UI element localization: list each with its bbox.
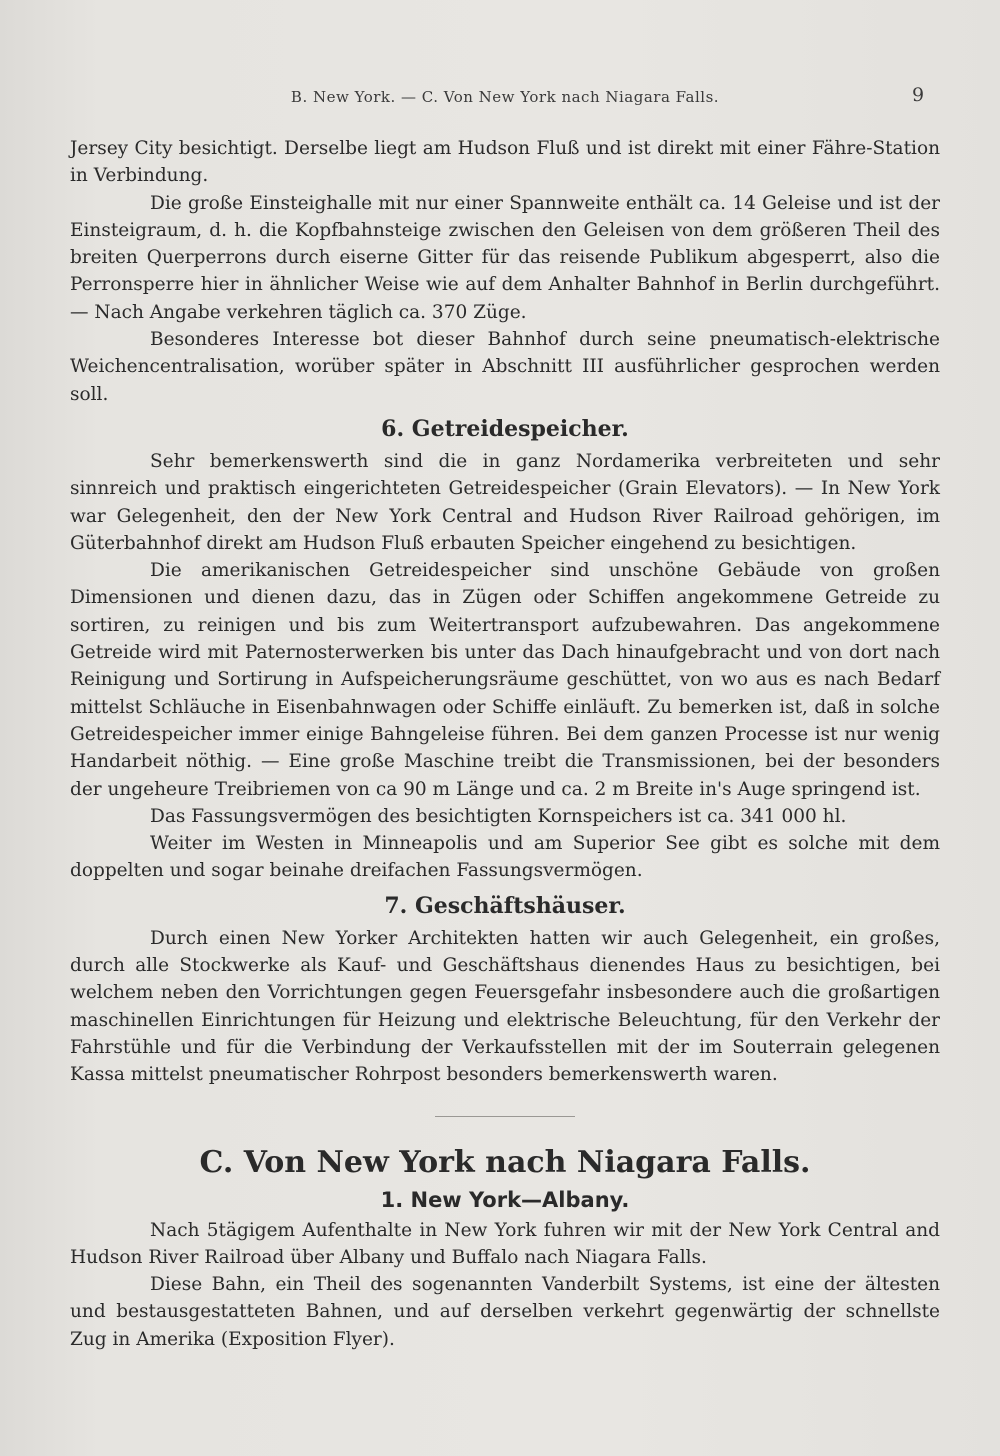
paragraph: Das Fassungsvermögen des besichtigten Kornspeichers ist ca. 341 000 hl. <box>150 805 847 827</box>
sub-heading: 1. New York—Albany. <box>380 1187 630 1212</box>
paragraph: Nach 5tägigem Aufenthalte in New York fuhren wir mit der New York Central and Hudson River Railroad über Albany und Buffalo nach Niagara Falls. <box>70 1219 940 1268</box>
chapter-heading: C. Von New York nach Niagara Falls. <box>199 1144 811 1180</box>
paragraph: Die große Einsteighalle mit nur einer Spannweite enthält ca. 14 Geleise und ist der Einsteigraum, d. h. die Kopfbahnsteige zwischen den Geleisen von dem größeren Theil des breiten Querperrons durch eiserne Gitter für das reisende Publikum abgesperrt, also die Perronsperre hier in ähnlicher Weise wie auf dem Anhalter Bahnhof in Berlin durchgeführt. — Nach Angabe verkehren täglich ca. 370 Züge. <box>70 192 940 323</box>
page-body <box>70 135 940 1353</box>
divider <box>435 1116 575 1117</box>
paragraph: Jersey City besichtigt. Derselbe liegt am Hudson Fluß und ist direkt mit einer Fähre-Station in Verbindung. <box>70 138 940 187</box>
section-heading: 7. Geschäftshäuser. <box>384 892 626 919</box>
paragraph: Besonderes Interesse bot dieser Bahnhof durch seine pneumatisch-elektrische Weichencentralisation, worüber später in Abschnitt III ausführlicher gesprochen werden soll. <box>70 329 940 405</box>
paragraph: Weiter im Westen in Minneapolis und am Superior See gibt es solche mit dem doppelten und sogar beinahe dreifachen Fassungsvermögen. <box>70 833 940 882</box>
page-number: 9 <box>912 84 925 106</box>
paragraph: Sehr bemerkenswerth sind die in ganz Nordamerika verbreiteten und sehr sinnreich und praktisch eingerichteten Getreidespeicher (Grain Elevators). — In New York war Gelegenheit, den der New York Central and Hudson River Railroad gehörigen, im Güterbahnhof direkt am Hudson Fluß erbauten Speicher eingehend zu besichtigen. <box>70 450 940 554</box>
paragraph: Diese Bahn, ein Theil des sogenannten Vanderbilt Systems, ist eine der ältesten und bestausgestatteten Bahnen, und auf derselben verkehrt gegenwärtig der schnellste Zug in Amerika (Exposition Flyer). <box>70 1274 940 1350</box>
running-head: B. New York. — C. Von New York nach Niagara Falls. <box>290 88 720 106</box>
paragraph: Die amerikanischen Getreidespeicher sind unschöne Gebäude von großen Dimensionen und dienen dazu, das in Zügen oder Schiffen angekommene Getreide zu sortiren, zu reinigen und bis zum Weitertransport aufzubewahren. Das angekommene Getreide wird mit Paternosterwerken bis unter das Dach hinaufgebracht und von dort nach Reinigung und Sortirung in Aufspeicherungsräume geschüttet, von wo aus es nach Bedarf mittelst Schläuche in Eisenbahnwagen oder Schiffe einläuft. Zu bemerken ist, daß in solche Getreidespeicher immer einige Bahngeleise führen. Bei dem ganzen Processe ist nur wenig Handarbeit nöthig. — Eine große Maschine treibt die Transmissionen, bei der besonders der ungeheure Treibriemen von ca 90 m Länge und ca. 2 m Breite in's Auge springend ist. <box>70 560 940 800</box>
section-heading: 6. Getreidespeicher. <box>381 415 629 442</box>
paragraph: Durch einen New Yorker Architekten hatten wir auch Gelegenheit, ein großes, durch alle Stockwerke als Kauf- und Geschäftshaus dienendes Haus zu besichtigen, bei welchem neben den Vorrichtungen gegen Feuersgefahr insbesondere auch die großartigen maschinellen Einrichtungen für Heizung und elektrische Beleuchtung, für den Verkehr der Fahrstühle und für die Verbindung der Verkaufsstellen mit der im Souterrain gelegenen Kassa mittelst pneumatischer Rohrpost besonders bemerkenswerth waren. <box>70 927 940 1086</box>
